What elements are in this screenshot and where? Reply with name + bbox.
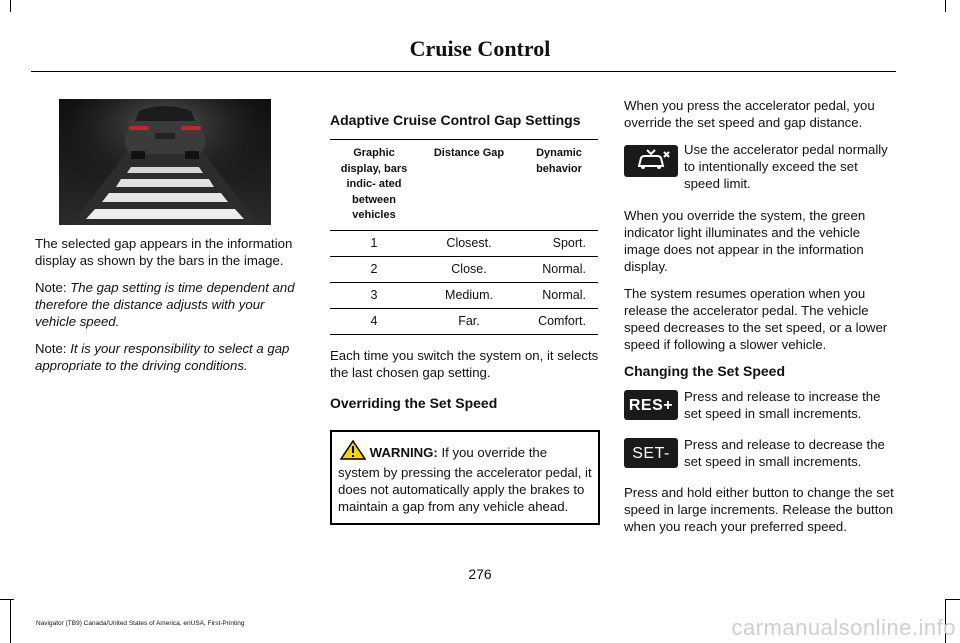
note-text: It is your responsibility to select a gap appropriate to the driving conditions. xyxy=(35,341,290,373)
table-row xyxy=(330,230,598,256)
gap-settings-table xyxy=(330,139,598,335)
table-cell: 2 xyxy=(330,256,418,282)
header-rule xyxy=(31,71,896,72)
column-header-distance: Distance Gap xyxy=(418,140,520,231)
set-minus-label: SET- xyxy=(632,444,670,462)
table-row xyxy=(330,282,598,308)
override-description: Use the accelerator pedal normally to intentionally exceed the set speed limit. xyxy=(684,142,888,191)
note-time-dependent xyxy=(35,279,307,330)
resume-paragraph: The system resumes operation when you release the accelerator pedal. The vehicle speed decreases to the set speed, or a lower speed if following a slower vehicle. xyxy=(624,286,888,352)
table-cell: 1 xyxy=(330,230,418,256)
table-cell: Closest. xyxy=(418,230,520,256)
override-icon-row xyxy=(624,141,896,199)
crop-mark-top-left xyxy=(10,0,11,12)
column-header-dynamic: Dynamic behavior xyxy=(520,140,598,231)
res-description: Press and release to increase the set speed in small increments. xyxy=(684,389,881,421)
override-intro-paragraph: When you press the accelerator pedal, you override the set speed and gap distance. xyxy=(624,98,875,130)
last-gap-paragraph: Each time you switch the system on, it selects the last chosen gap setting. xyxy=(330,347,599,380)
note-label: Note: xyxy=(35,280,67,295)
table-cell: Normal. xyxy=(520,256,598,282)
table-cell: Comfort. xyxy=(520,308,598,334)
document-info: Navigator (TB9) Canada/United States of America, enUSA, First-Printing xyxy=(36,620,245,627)
watermark: carmanualsonline.info xyxy=(731,615,956,640)
table-title: Adaptive Cruise Control Gap Settings xyxy=(330,112,581,128)
left-column xyxy=(35,235,307,384)
set-button-row xyxy=(624,436,896,476)
table-cell: 3 xyxy=(330,282,418,308)
table-header-row xyxy=(330,140,598,231)
cruise-override-icon xyxy=(624,145,678,177)
res-button-row xyxy=(624,388,896,428)
res-plus-label: RES+ xyxy=(628,396,674,414)
section-heading-overriding: Overriding the Set Speed xyxy=(330,394,498,411)
crop-mark-top-right xyxy=(945,0,946,12)
set-description: Press and release to decrease the set speed in small increments. xyxy=(684,437,885,469)
car-gap-illustration xyxy=(59,99,271,225)
warning-box xyxy=(330,430,600,525)
crop-mark-bottom-left xyxy=(10,600,11,643)
override-indicator-paragraph: When you override the system, the green indicator light illuminates and the vehicle image does not appear in the information display. xyxy=(624,208,866,274)
table-cell: Normal. xyxy=(520,282,598,308)
table-row xyxy=(330,256,598,282)
crop-mark-bottom-right-h xyxy=(945,599,960,600)
res-plus-button-icon xyxy=(624,390,678,420)
note-text: The gap setting is time dependent and therefore the distance adjusts with your vehicle speed. xyxy=(35,280,295,329)
table-cell: Sport. xyxy=(520,230,598,256)
gap-display-paragraph: The selected gap appears in the information display as shown by the bars in the image. xyxy=(35,236,293,268)
note-label: Note: xyxy=(35,341,67,356)
right-column xyxy=(624,97,896,545)
warning-label: WARNING: xyxy=(369,444,438,460)
warning-triangle-icon xyxy=(340,440,366,464)
table-cell: 4 xyxy=(330,308,418,334)
table-row xyxy=(330,308,598,334)
column-header-graphic: Graphic display, bars indic- ated between vehicles xyxy=(330,140,418,231)
set-minus-button-icon xyxy=(624,438,678,468)
warning-text: If you override the system by pressing the accelerator pedal, it does not automatically apply the brakes to maintain a gap from any vehicle ahead. xyxy=(338,444,592,514)
crop-mark-bottom-left-h xyxy=(0,599,14,600)
car-rear-with-gap-bars-icon xyxy=(59,99,271,225)
section-heading-changing: Changing the Set Speed xyxy=(624,363,786,379)
table-cell: Medium. xyxy=(418,282,520,308)
page-title: Cruise Control xyxy=(409,36,551,61)
middle-column xyxy=(330,112,600,525)
note-responsibility xyxy=(35,340,307,374)
page-number: 276 xyxy=(468,566,492,582)
table-cell: Far. xyxy=(418,308,520,334)
table-cell: Close. xyxy=(418,256,520,282)
press-hold-paragraph: Press and hold either button to change the set speed in large increments. Release the button when you reach your preferred speed. xyxy=(624,485,894,534)
